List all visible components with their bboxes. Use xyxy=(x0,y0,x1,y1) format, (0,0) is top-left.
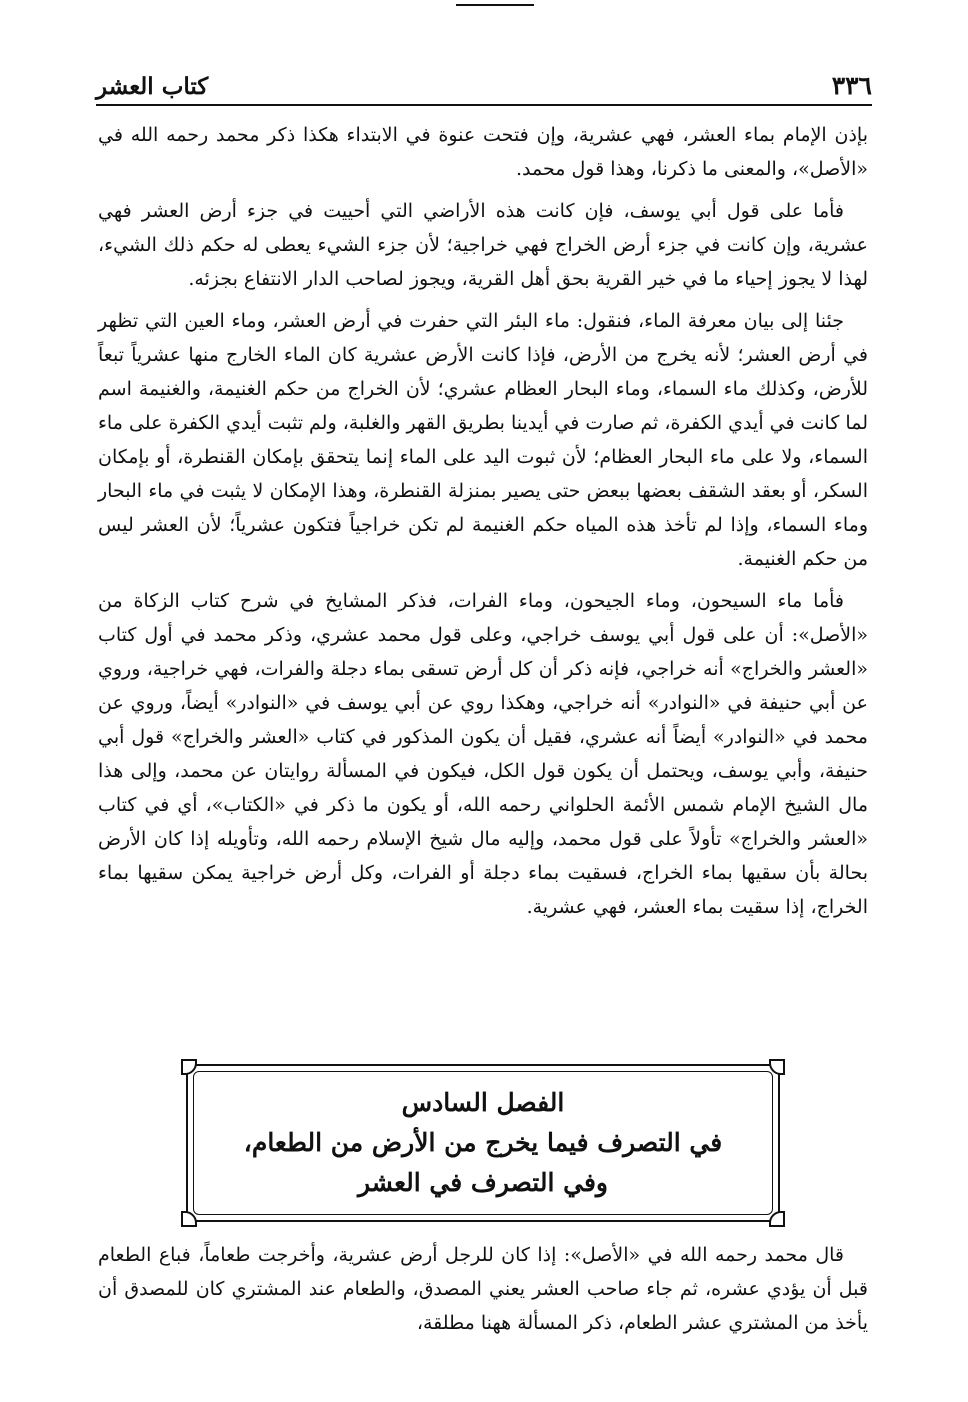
page-header xyxy=(96,58,872,106)
paragraph-3: جئنا إلى بيان معرفة الماء، فنقول: ماء البئر التي حفرت في أرض العشر، وماء العين التي تظهر في أرض العشر؛ لأنه يخرج من الأرض، فإذا كانت الأرض عشرية كان الماء الخارج منها عشرياً تبعاً للأرض، وكذلك ماء السماء، وماء البحار العظام عشري؛ لأن الخراج من حكم الغنيمة، والغنيمة اسم لما كانت في أيدي الكفرة، ثم صارت في أيدينا بطريق القهر والغلبة، ولم تثبت أيدي الكفرة على ماء السماء، ولا على ماء البحار العظام؛ لأن ثبوت اليد على الماء إنما يتحقق بإمكان القنطرة، أو بإمكان السكر، أو بعقد الشقف بعضها ببعض حتى يصير بمنزلة القنطرة، وهذا الإمكان لا يثبت في ماء البحار وماء السماء، وإذا لم تأخذ هذه المياه حكم الغنيمة لم تكن خراجياً فتكون عشرياً؛ لأن العشر ليس من حكم الغنيمة. xyxy=(98,310,868,570)
paragraph-1: بإذن الإمام بماء العشر، فهي عشرية، وإن فتحت عنوة في الابتداء هكذا ذكر محمد رحمه الله في «الأصل»، والمعنى ما ذكرنا، وهذا قول محمد. xyxy=(98,124,868,180)
chapter-subtitle-2: وفي التصرف في العشر xyxy=(358,1168,608,1197)
paragraph-5: قال محمد رحمه الله في «الأصل»: إذا كان للرجل أرض عشرية، وأخرجت طعاماً، فباع الطعام قبل أن يؤدي عشره، ثم جاء صاحب العشر يعني المصدق، والطعام عند المشتري كان للمصدق أن يأخذ من المشتري عشر الطعام، ذكر المسألة ههنا مطلقة، xyxy=(98,1244,868,1334)
page-number: ٣٣٦ xyxy=(831,71,872,100)
paragraph-4: فأما ماء السيحون، وماء الجيحون، وماء الفرات، فذكر المشايخ في شرح كتاب الزكاة من «الأصل»: أن على قول أبي يوسف خراجي، وعلى قول محمد عشري، وذكر محمد في أول كتاب «العشر والخراج» أنه خراجي، فإنه ذكر أن كل أرض تسقى بماء دجلة والفرات، فهي خراجية، وروي عن أبي حنيفة في «النوادر» أنه خراجي، وهكذا روي عن أبي يوسف في «النوادر» أيضاً، وروي عن محمد في «النوادر» أيضاً أنه عشري، فقيل أن يكون المذكور في كتاب «العشر والخراج» قول أبي حنيفة، وأبي يوسف، ويحتمل أن يكون قول الكل، فيكون في المسألة روايتان عن محمد، وإلى هذا مال الشيخ الإمام شمس الأئمة الحلواني رحمه الله، أو يكون ما ذكر في «الكتاب»، أي في كتاب «العشر والخراج» تأولاً على قول محمد، وإليه مال شيخ الإسلام رحمه الله، وتأويله إذا كان الأرض بحالة بأن سقيها بماء الخراج، فسقيت بماء دجلة أو الفرات، وكل أرض خراجية يمكن سقيها بماء الخراج، إذا سقيت بماء العشر، فهي عشرية. xyxy=(98,590,868,918)
chapter-heading xyxy=(193,1071,773,1215)
ornament-corner xyxy=(769,1211,785,1227)
chapter-subtitle-1: في التصرف فيما يخرج من الأرض من الطعام، xyxy=(243,1128,723,1157)
chapter-title: الفصل السادس xyxy=(401,1088,565,1117)
running-title: كتاب العشر xyxy=(96,73,209,100)
main-text xyxy=(98,118,868,932)
chapter-heading-box xyxy=(186,1064,780,1222)
paragraph-2: فأما على قول أبي يوسف، فإن كانت هذه الأراضي التي أحييت في جزء أرض العشر فهي عشرية، وإن كانت في جزء أرض الخراج فهي خراجية؛ لأن جزء الشيء يعطى له حكم ذلك الشيء، لهذا لا يجوز إحياء ما في خير القرية بحق أهل القرية، ويجوز لصاحب الدار الانتفاع بجزئه. xyxy=(98,200,868,290)
top-rule xyxy=(456,4,534,6)
chapter-text xyxy=(98,1238,868,1340)
